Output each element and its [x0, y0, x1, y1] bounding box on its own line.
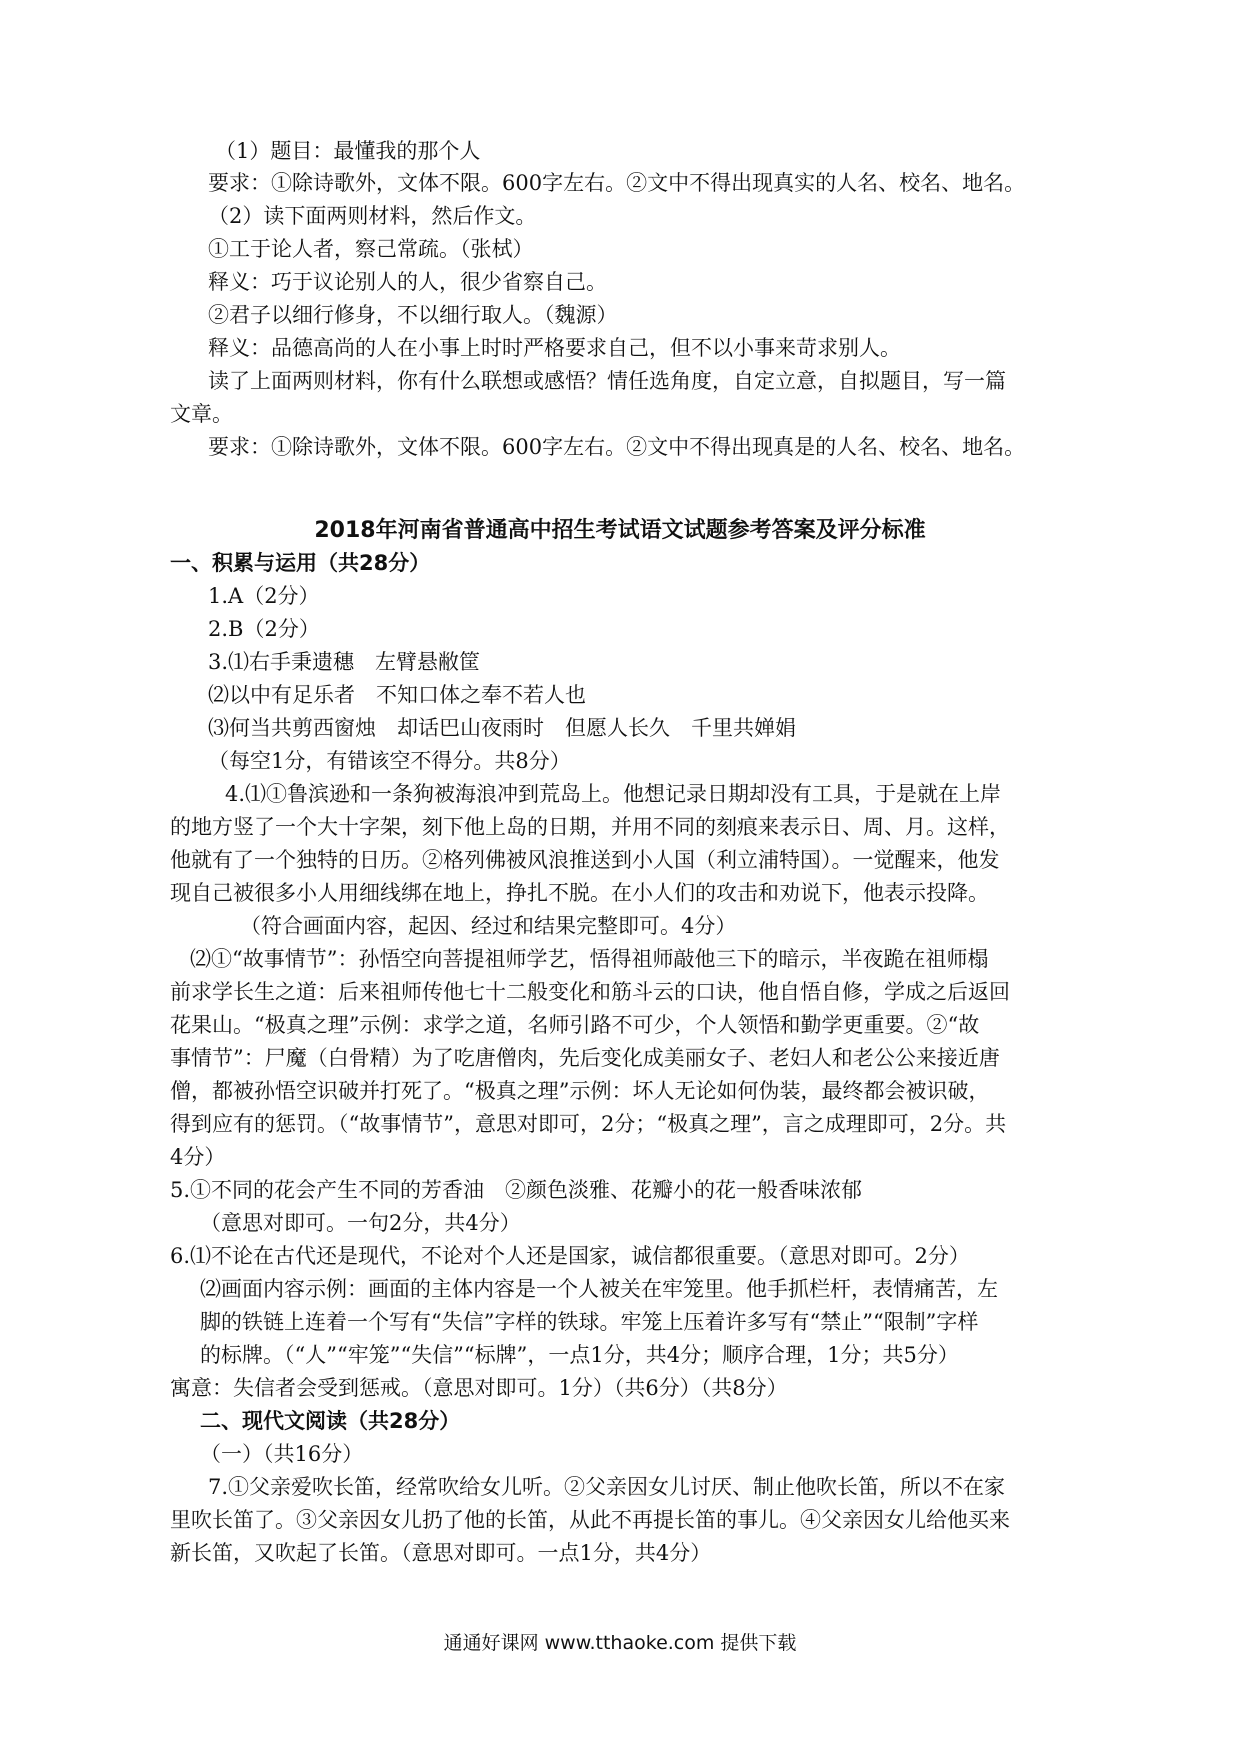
- essay-requirement-2: 要求：①除诗歌外，文体不限。600字左右。②文中不得出现真是的人名、校名、地名。: [208, 435, 1026, 459]
- answer-title: 2018年河南省普通高中招生考试语文试题参考答案及评分标准: [314, 518, 926, 543]
- answer-7-line-1: 7.①父亲爱吹长笛，经常吹给女儿听。②父亲因女儿讨厌、制止他吹长笛，所以不在家: [208, 1475, 1006, 1499]
- answer-4-line-8: 花果山。“极真之理”示例：求学之道，名师引路不可少，个人领悟和勤学更重要。②“故: [170, 1013, 980, 1037]
- answer-4-line-2: 的地方竖了一个大十字架，刻下他上岛的日期，并用不同的刻痕来表示日、周、月。这样，: [170, 815, 1010, 839]
- material-1: ①工于论人者，察己常疏。（张栻）: [208, 237, 534, 261]
- answer-6-2-line-2: 脚的铁链上连着一个写有“失信”字样的铁球。牢笼上压着许多写有“禁止”“限制”字样: [200, 1310, 979, 1334]
- footer-watermark: 通通好课网 www.tthaoke.com 提供下载: [443, 1632, 797, 1654]
- section-2-part-1: （一）（共16分）: [200, 1442, 364, 1466]
- answer-6-1: 6.⑴不论在古代还是现代，不论对个人还是国家，诚信都很重要。（意思对即可。2分）: [170, 1244, 970, 1268]
- answer-6-meaning: 寓意：失信者会受到惩戒。（意思对即可。1分）（共6分）（共8分）: [170, 1376, 788, 1400]
- answer-5: 5.①不同的花会产生不同的芳香油 ②颜色淡雅、花瓣小的花一般香味浓郁: [170, 1178, 863, 1202]
- answer-4-scoring: （符合画面内容，起因、经过和结果完整即可。4分）: [240, 914, 737, 938]
- answer-4-line-4: 现自己被很多小人用细线绑在地上，挣扎不脱。在小人们的攻击和劝说下，他表示投降。: [170, 881, 989, 905]
- essay-topic-2: （2）读下面两则材料，然后作文。: [208, 204, 537, 228]
- essay-requirement-1: 要求：①除诗歌外，文体不限。600字左右。②文中不得出现真实的人名、校名、地名。: [208, 171, 1026, 195]
- section-2-heading: 二、现代文阅读（共28分）: [200, 1409, 461, 1433]
- answer-5-scoring: （意思对即可。一句2分，共4分）: [200, 1211, 521, 1235]
- essay-prompt: 读了上面两则材料，你有什么联想或感悟？情任选角度，自定立意，自拟题目，写一篇: [208, 369, 1006, 393]
- answer-3-1: 3.⑴右手秉遗穗 左臂悬敝筐: [208, 650, 481, 674]
- essay-prompt-cont: 文章。: [170, 402, 233, 426]
- answer-4-line-10: 僧，都被孙悟空识破并打死了。“极真之理”示例：坏人无论如何伪装，最终都会被识破，: [170, 1079, 990, 1103]
- section-1-heading: 一、积累与运用（共28分）: [170, 551, 431, 575]
- answer-7-line-2: 里吹长笛了。③父亲因女儿扔了他的长笛，从此不再提长笛的事儿。④父亲因女儿给他买来: [170, 1508, 1010, 1532]
- answer-3-3: ⑶何当共剪西窗烛 却话巴山夜雨时 但愿人长久 千里共婵娟: [208, 716, 796, 740]
- answer-4-line-9: 事情节”：尸魔（白骨精）为了吃唐僧肉，先后变化成美丽女子、老妇人和老公公来接近唐: [170, 1046, 1000, 1070]
- answer-3-scoring: （每空1分，有错该空不得分。共8分）: [208, 749, 571, 773]
- answer-6-2-line-1: ⑵画面内容示例：画面的主体内容是一个人被关在牢笼里。他手抓栏杆，表情痛苦，左: [200, 1277, 998, 1301]
- answer-4-line-1: 4.⑴①鲁滨逊和一条狗被海浪冲到荒岛上。他想记录日期却没有工具，于是就在上岸: [225, 782, 1002, 806]
- answer-3-2: ⑵以中有足乐者 不知口体之奉不若人也: [208, 683, 586, 707]
- essay-topic-1: （1）题目：最懂我的那个人: [215, 139, 481, 163]
- material-1-explanation: 释义：巧于议论别人的人，很少省察自己。: [208, 270, 607, 294]
- answer-4-line-12: 4分）: [170, 1145, 226, 1169]
- material-2: ②君子以细行修身，不以细行取人。（魏源）: [208, 303, 618, 327]
- answer-7-line-3: 新长笛，又吹起了长笛。（意思对即可。一点1分，共4分）: [170, 1541, 712, 1565]
- answer-6-2-line-3: 的标牌。（“人”“牢笼”“失信”“标牌”，一点1分，共4分；顺序合理，1分；共5分）: [200, 1343, 959, 1367]
- answer-2: 2.B（2分）: [208, 617, 320, 641]
- answer-4-line-7: 前求学长生之道：后来祖师传他七十二般变化和筋斗云的口诀，他自悟自修，学成之后返回: [170, 980, 1010, 1004]
- answer-4-line-11: 得到应有的惩罚。（“故事情节”，意思对即可，2分；“极真之理”，言之成理即可，2分。共: [170, 1112, 1007, 1136]
- material-2-explanation: 释义：品德高尚的人在小事上时时严格要求自己，但不以小事来苛求别人。: [208, 336, 901, 360]
- answer-4-line-6: ⑵①“故事情节”：孙悟空向菩提祖师学艺，悟得祖师敲他三下的暗示，半夜跪在祖师榻: [190, 947, 989, 971]
- answer-1: 1.A（2分）: [208, 584, 320, 608]
- answer-4-line-3: 他就有了一个独特的日历。②格列佛被风浪推送到小人国（利立浦特国）。一觉醒来，他发: [170, 848, 1000, 872]
